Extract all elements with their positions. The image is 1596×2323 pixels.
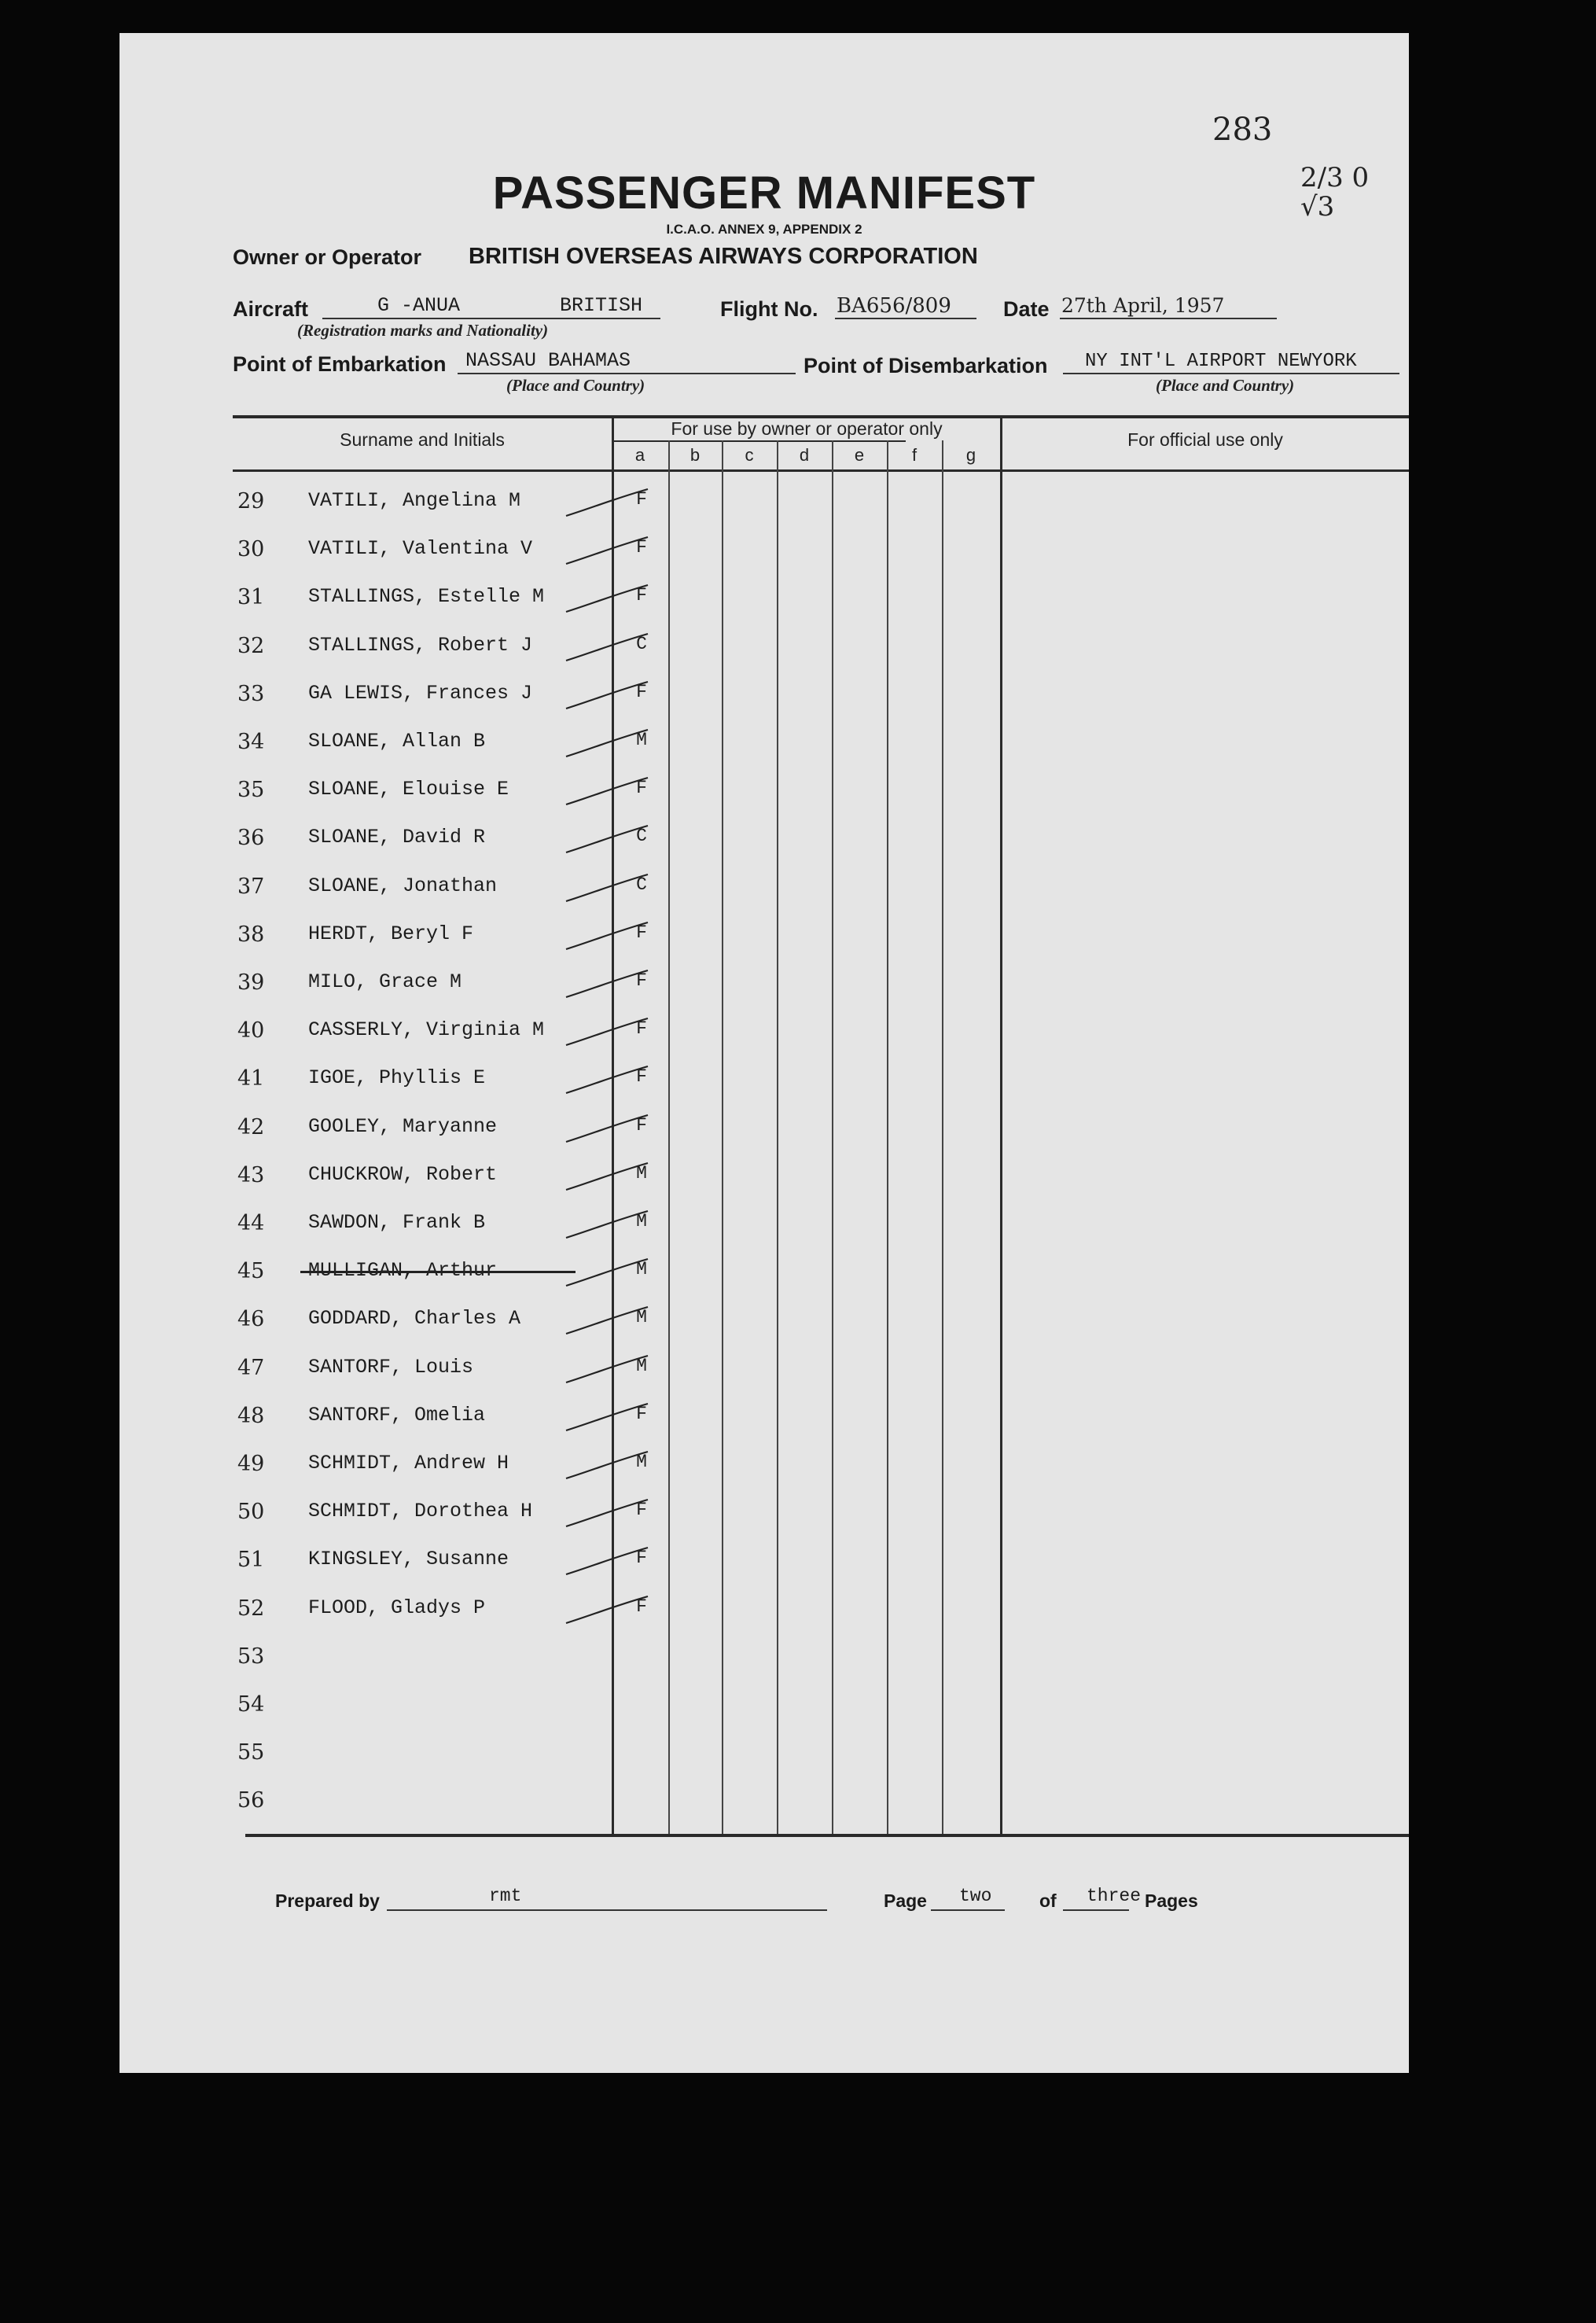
check-stroke-icon xyxy=(560,821,654,860)
passenger-sex: M xyxy=(636,1307,647,1328)
check-stroke-icon xyxy=(560,580,654,620)
table-header-rule xyxy=(233,469,1409,472)
passenger-name: IGOE, Phyllis E xyxy=(308,1066,486,1090)
table-row xyxy=(120,1444,1409,1492)
of-value: three xyxy=(1087,1886,1142,1906)
row-number: 42 xyxy=(237,1114,265,1139)
passenger-name: SLOANE, Allan B xyxy=(308,730,486,753)
row-number: 52 xyxy=(237,1596,265,1621)
disembarkation-label: Point of Disembarkation xyxy=(804,354,1048,377)
column-header-a: a xyxy=(634,445,645,465)
column-header-d: d xyxy=(799,445,810,465)
column-header-e: e xyxy=(854,445,865,465)
passenger-name: GA LEWIS, Frances J xyxy=(308,681,533,705)
row-number: 39 xyxy=(237,970,265,995)
passenger-sex: F xyxy=(636,1114,647,1136)
passenger-sex: F xyxy=(636,489,647,510)
row-number: 53 xyxy=(237,1644,265,1669)
check-stroke-icon xyxy=(560,532,654,572)
aircraft-nationality: BRITISH xyxy=(560,294,643,317)
passenger-name: SLOANE, David R xyxy=(308,826,486,849)
passenger-sex: F xyxy=(636,585,647,606)
passenger-name: SLOANE, Jonathan xyxy=(308,874,498,897)
passenger-name: MULLIGAN, Arthur xyxy=(308,1259,498,1283)
passenger-name: SANTORF, Omelia xyxy=(308,1403,486,1427)
table-row xyxy=(120,1251,1409,1299)
table-row xyxy=(120,722,1409,770)
table-row xyxy=(120,818,1409,866)
column-header-c: c xyxy=(745,445,754,465)
row-number: 51 xyxy=(237,1548,265,1573)
page-label: Page xyxy=(884,1890,927,1911)
passenger-sex: F xyxy=(636,922,647,943)
check-stroke-icon xyxy=(560,725,654,764)
row-number: 56 xyxy=(237,1788,265,1813)
check-stroke-icon xyxy=(560,1254,654,1294)
row-number: 48 xyxy=(237,1403,265,1428)
check-stroke-icon xyxy=(560,1592,654,1631)
table-row xyxy=(120,1058,1409,1106)
check-stroke-icon xyxy=(560,1206,654,1246)
row-number: 47 xyxy=(237,1355,265,1380)
passenger-name: KINGSLEY, Susanne xyxy=(308,1548,509,1571)
check-stroke-icon xyxy=(560,1495,654,1534)
row-number: 44 xyxy=(237,1211,265,1235)
passenger-sex: M xyxy=(636,1211,647,1231)
table-row xyxy=(120,1636,1409,1684)
passenger-name: SCHMIDT, Andrew H xyxy=(308,1452,509,1474)
aircraft-registration: G -ANUA xyxy=(377,294,461,317)
table-row xyxy=(120,1780,1409,1828)
table-row xyxy=(120,1155,1409,1203)
passenger-sex: F xyxy=(636,778,647,799)
table-row xyxy=(120,867,1409,915)
column-header-b: b xyxy=(690,445,701,465)
passenger-sex: C xyxy=(636,874,647,895)
passenger-name: MILO, Grace M xyxy=(308,970,462,993)
embarkation-label: Point of Embarkation xyxy=(233,352,447,376)
row-number: 31 xyxy=(237,585,265,610)
passenger-name: GOOLEY, Maryanne xyxy=(308,1114,498,1138)
passenger-sex: M xyxy=(636,1259,647,1280)
table-row xyxy=(120,963,1409,1011)
row-number: 40 xyxy=(237,1018,265,1044)
passenger-name: GODDARD, Charles A xyxy=(308,1307,521,1331)
table-row xyxy=(120,1203,1409,1251)
check-stroke-icon xyxy=(560,484,654,524)
row-number: 54 xyxy=(237,1692,265,1717)
row-number: 33 xyxy=(237,681,265,706)
aircraft-note: (Registration marks and Nationality) xyxy=(297,321,549,340)
embarkation-value: NASSAU BAHAMAS xyxy=(465,349,631,372)
table-row xyxy=(120,1492,1409,1540)
disembarkation-value: NY INT'L AIRPORT NEWYORK xyxy=(1085,351,1357,372)
check-stroke-icon xyxy=(560,1447,654,1486)
flight-value: BA656/809 xyxy=(837,294,951,318)
corner-mark: 2/3 0 √3 xyxy=(1300,162,1370,223)
passenger-name: HERDT, Beryl F xyxy=(308,922,474,945)
check-stroke-icon xyxy=(560,1110,654,1150)
passenger-name: SCHMIDT, Dorothea H xyxy=(308,1500,533,1523)
row-number: 55 xyxy=(237,1740,265,1765)
row-number: 35 xyxy=(237,778,265,803)
row-number: 45 xyxy=(237,1259,265,1284)
owner-header-rule xyxy=(613,440,906,442)
surname-header: Surname and Initials xyxy=(340,429,505,450)
owner-label: Owner or Operator xyxy=(233,245,422,269)
passenger-name: SLOANE, Elouise E xyxy=(308,778,509,801)
passenger-name: SANTORF, Louis xyxy=(308,1355,474,1379)
of-value-line xyxy=(1063,1909,1129,1911)
passenger-sex: M xyxy=(636,1355,647,1376)
table-bottom-rule xyxy=(245,1834,1409,1837)
passenger-name: VATILI, Valentina V xyxy=(308,537,533,561)
row-number: 36 xyxy=(237,826,265,851)
table-row xyxy=(120,1540,1409,1588)
table-row xyxy=(120,915,1409,963)
check-stroke-icon xyxy=(560,1062,654,1101)
row-number: 46 xyxy=(237,1307,265,1332)
row-number: 30 xyxy=(237,537,265,562)
passenger-name: STALLINGS, Robert J xyxy=(308,633,533,657)
table-row xyxy=(120,1299,1409,1347)
aircraft-label: Aircraft xyxy=(233,297,309,321)
passenger-sex: F xyxy=(636,681,647,702)
passenger-sex: F xyxy=(636,1596,647,1617)
check-stroke-icon xyxy=(560,918,654,957)
row-number: 37 xyxy=(237,874,265,899)
passenger-name: STALLINGS, Estelle M xyxy=(308,585,545,609)
table-row xyxy=(120,481,1409,529)
column-header-g: g xyxy=(965,445,976,465)
check-stroke-icon xyxy=(560,966,654,1005)
passenger-sex: F xyxy=(636,1403,647,1424)
row-number: 34 xyxy=(237,730,265,754)
table-row xyxy=(120,1396,1409,1444)
table-row xyxy=(120,1589,1409,1636)
row-number: 50 xyxy=(237,1500,265,1525)
manifest-page xyxy=(120,33,1409,2073)
passenger-sex: C xyxy=(636,826,647,847)
row-number: 32 xyxy=(237,633,265,658)
date-label: Date xyxy=(1003,297,1050,321)
table-row xyxy=(120,1732,1409,1780)
passenger-sex: M xyxy=(636,730,647,750)
passenger-name: CHUCKROW, Robert xyxy=(308,1162,498,1186)
passenger-name: FLOOD, Gladys P xyxy=(308,1596,486,1619)
date-value: 27th April, 1957 xyxy=(1061,294,1225,317)
table-row xyxy=(120,674,1409,722)
check-stroke-icon xyxy=(560,629,654,668)
pages-label: Pages xyxy=(1145,1890,1198,1911)
passenger-sex: F xyxy=(636,1548,647,1569)
disembarkation-note: (Place and Country) xyxy=(1156,376,1295,395)
table-row xyxy=(120,1684,1409,1732)
check-stroke-icon xyxy=(560,1543,654,1582)
page-value-line xyxy=(931,1909,1005,1911)
passenger-sex: M xyxy=(636,1452,647,1472)
passenger-name: CASSERLY, Virginia M xyxy=(308,1018,545,1042)
owner-value: BRITISH OVERSEAS AIRWAYS CORPORATION xyxy=(469,244,978,269)
row-number: 38 xyxy=(237,922,265,947)
check-stroke-icon xyxy=(560,1399,654,1438)
page-subtitle: I.C.A.O. ANNEX 9, APPENDIX 2 xyxy=(666,222,862,237)
check-stroke-icon xyxy=(560,773,654,812)
prepared-by-label: Prepared by xyxy=(275,1890,380,1911)
passenger-sex: F xyxy=(636,1066,647,1088)
disembarkation-line xyxy=(1063,373,1399,374)
flight-label: Flight No. xyxy=(720,297,818,321)
table-row xyxy=(120,1348,1409,1396)
passenger-sex: F xyxy=(636,1018,647,1040)
table-row xyxy=(120,626,1409,674)
page-number: 283 xyxy=(1212,112,1273,148)
passenger-sex: M xyxy=(636,1162,647,1184)
table-row xyxy=(120,577,1409,625)
owner-use-header: For use by owner or operator only xyxy=(671,418,943,439)
table-row xyxy=(120,1107,1409,1155)
prepared-by-line xyxy=(387,1909,827,1911)
row-number: 41 xyxy=(237,1066,265,1092)
passenger-sex: F xyxy=(636,970,647,991)
table-row xyxy=(120,529,1409,577)
embarkation-line xyxy=(458,373,796,374)
table-row xyxy=(120,1011,1409,1058)
table-row xyxy=(120,770,1409,818)
date-line xyxy=(1060,318,1277,319)
passenger-sex: C xyxy=(636,633,647,654)
row-number: 43 xyxy=(237,1162,265,1187)
page-value: two xyxy=(959,1886,992,1906)
check-stroke-icon xyxy=(560,1351,654,1390)
passenger-name: SAWDON, Frank B xyxy=(308,1211,486,1234)
prepared-by-value: rmt xyxy=(489,1886,522,1906)
of-label: of xyxy=(1039,1890,1057,1911)
passenger-sex: F xyxy=(636,537,647,558)
row-number: 49 xyxy=(237,1452,265,1476)
embarkation-note: (Place and Country) xyxy=(506,376,645,395)
check-stroke-icon xyxy=(560,1302,654,1342)
aircraft-line xyxy=(322,318,660,319)
check-stroke-icon xyxy=(560,677,654,716)
check-stroke-icon xyxy=(560,1158,654,1198)
page-title: PASSENGER MANIFEST xyxy=(492,168,1036,219)
column-header-f: f xyxy=(911,445,918,465)
flight-line xyxy=(835,318,976,319)
check-stroke-icon xyxy=(560,1014,654,1053)
passenger-sex: F xyxy=(636,1500,647,1521)
check-stroke-icon xyxy=(560,870,654,909)
passenger-name: VATILI, Angelina M xyxy=(308,489,521,512)
row-number: 29 xyxy=(237,489,265,514)
official-use-header: For official use only xyxy=(1127,429,1283,450)
